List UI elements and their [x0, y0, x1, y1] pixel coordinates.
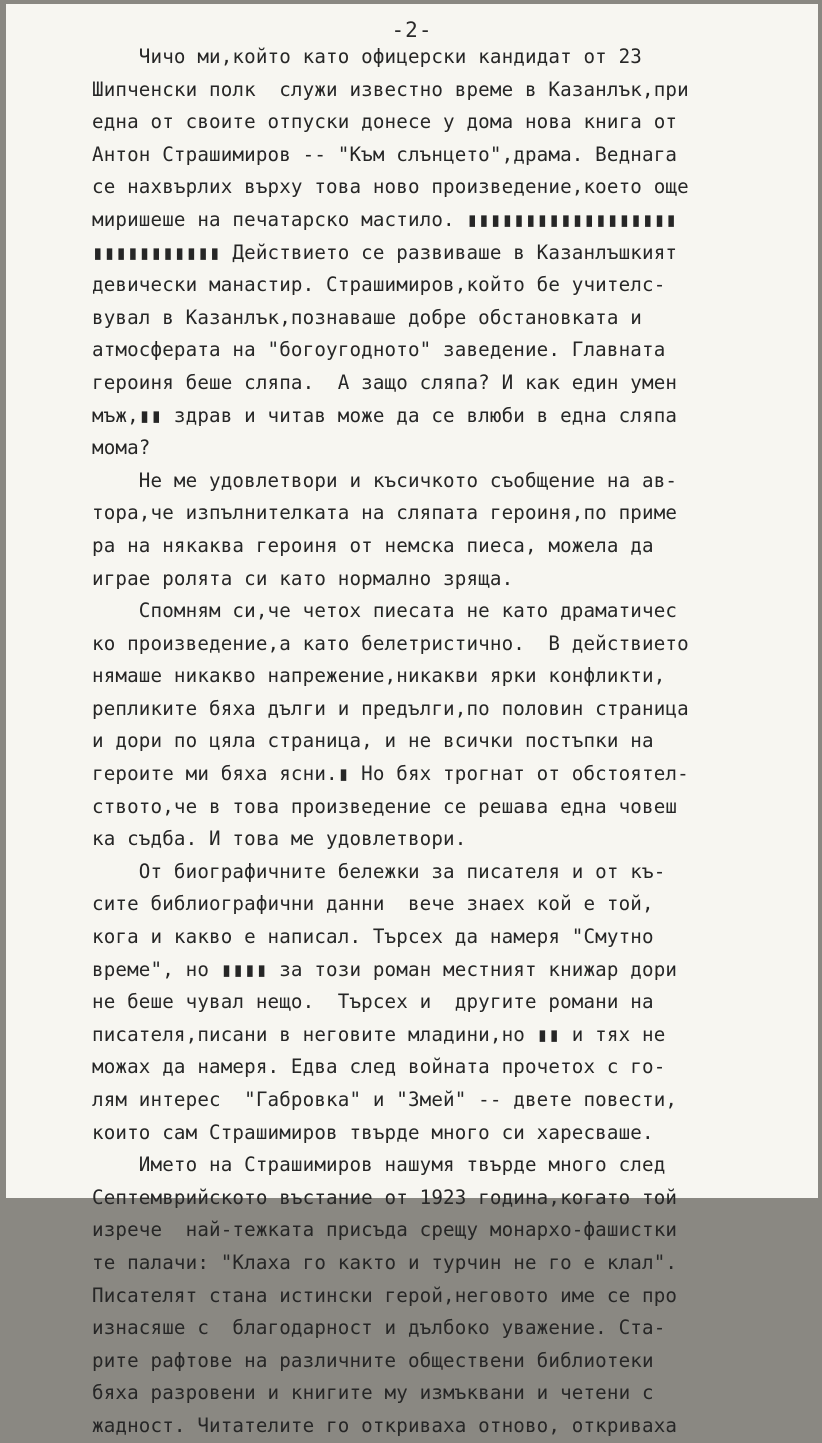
text-line: нямаше никакво напрежение,никакви ярки конфликти,: [92, 664, 666, 688]
text-line: ▮▮▮▮▮▮▮▮▮▮▮ Действието се развиваше в Казанлъшкият: [92, 240, 678, 264]
text-line: които сам Страшимиров твърде много си харесваше.: [92, 1120, 654, 1144]
text-line: време", но ▮▮▮▮ за този роман местният книжар дори: [92, 957, 678, 981]
text-line: героите ми бяха ясни.▮ Но бях трогнат от обстоятел-: [92, 762, 689, 786]
text-line: мома?: [92, 436, 151, 460]
text-line: се нахвърлих върху това ново произведение,което още: [92, 175, 689, 199]
text-line: вувал в Казанлък,познаваше добре обстановката и: [92, 305, 642, 329]
text-line: атмосферата на "богоугодното" заведение. Главната: [92, 338, 666, 362]
text-line: жадност. Читателите го откриваха отново, откриваха: [92, 1413, 678, 1437]
text-line: Името на Страшимиров нашумя твърде много след: [92, 1153, 666, 1177]
text-line: Спомням си,че четох пиесата не като драматичес: [92, 599, 678, 623]
text-line: кога и какво е написал. Търсех да намеря "Смутно: [92, 925, 654, 949]
text-line: лям интерес "Габровка" и "Змей" -- двете повести,: [92, 1088, 678, 1111]
text-line: От биографичните бележки за писателя и от къ-: [92, 859, 666, 883]
text-line: Чичо ми,който като офицерски кандидат от 23: [92, 45, 642, 68]
page-number: -2-: [391, 18, 433, 42]
text-line: героиня беше сляпа. А защо сляпа? И как един умен: [92, 370, 678, 394]
text-line: сите библиографични данни вече знаех кой е той,: [92, 892, 654, 916]
typewritten-page: [6, 4, 818, 1437]
text-line: Не ме удовлетвори и късичкото съобщение на ав-: [92, 468, 678, 492]
body-text: [92, 41, 822, 1443]
text-line: ството,че в това произведение се решава една човеш: [92, 794, 678, 818]
text-line: Шипченски полк служи известно време в Казанлък,при: [92, 77, 689, 101]
text-line: можах да намеря. Едва след войната прочетох с го-: [92, 1055, 666, 1079]
text-line: писателя,писани в неговите младини,но ▮▮ и тях не: [92, 1022, 666, 1046]
text-line: девически манастир. Страшимиров,който бе учителс-: [92, 273, 666, 297]
text-line: изнасяше с благодарност и дълбоко уважение. Ста-: [92, 1316, 666, 1340]
text-line: ра на някаква героиня от немска пиеса, можела да: [92, 533, 654, 557]
text-line: не беше чувал нещо. Търсех и другите романи на: [92, 990, 654, 1014]
text-line: Септемврийското въстание от 1923 година,когато той: [92, 1185, 678, 1209]
text-line: те палачи: "Клаха го както и турчин не го е клал".: [92, 1250, 678, 1274]
text-line: Писателят стана истински герой,неговото име се про: [92, 1283, 678, 1307]
text-line: една от своите отпуски донесе у дома нова книга от: [92, 110, 678, 134]
text-line: бяха разровени и книгите му измъквани и четени с: [92, 1381, 654, 1405]
text-line: мъж,▮▮ здрав и читав може да се влюби в една сляпа: [92, 403, 678, 427]
text-line: ко произведение,а като белетристично. В действието: [92, 631, 689, 655]
text-line: миришеше на печатарско мастило. ▮▮▮▮▮▮▮▮▮▮▮▮▮▮▮▮▮▮: [92, 207, 678, 231]
text-line: рите рафтове на различните обществени библиотеки: [92, 1348, 654, 1372]
text-line: Антон Страшимиров -- "Към слънцето",драма. Веднага: [92, 142, 678, 166]
text-line: тора,че изпълнителката на сляпата героиня,по приме: [92, 501, 678, 525]
text-line: и дори по цяла страница, и не всички постъпки на: [92, 729, 654, 753]
text-line: репликите бяха дълги и предълги,по половин страница: [92, 696, 689, 720]
text-line: изрече най-тежката присъда срещу монархо-фашистки: [92, 1218, 678, 1242]
text-line: играе ролята си като нормално зряща.: [92, 566, 514, 590]
text-line: ка съдба. И това ме удовлетвори.: [92, 827, 467, 851]
